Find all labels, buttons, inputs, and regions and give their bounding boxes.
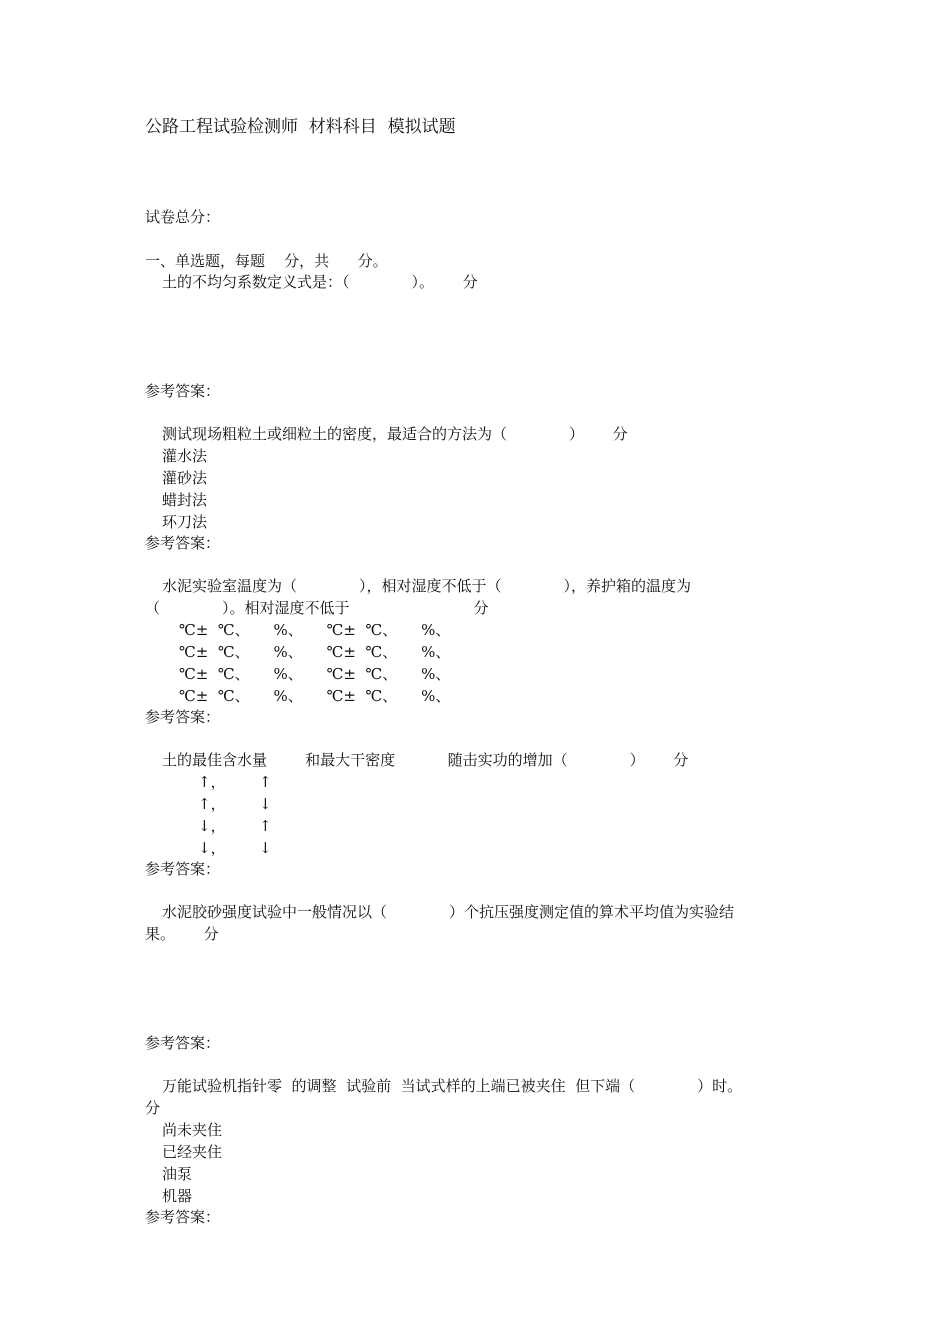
question-4-stem: 土的最佳含水量 和最大干密度 随击实功的增加（ ） 分 (162, 751, 689, 769)
question-2-option: 灌水法 (162, 447, 208, 465)
question-4-option: ↑， ↓ (198, 795, 272, 813)
total-score-label: 试卷总分： (145, 208, 221, 226)
question-2-option: 环刀法 (162, 513, 208, 531)
question-2-stem: 测试现场粗粒土或细粒土的密度，最适合的方法为（ ） 分 (162, 425, 628, 443)
question-4-option: ↑， ↑ (198, 773, 272, 791)
question-6-option: 已经夹住 (162, 1143, 223, 1161)
question-6-option: 机器 (162, 1187, 193, 1205)
question-6-stem-line-2: 分 (145, 1099, 161, 1117)
question-3-option: ℃± ℃、 %、 ℃± ℃、 %、 (179, 621, 451, 639)
question-3-stem-line-2: （ ）。相对湿度不低于 分 (145, 599, 489, 617)
question-5-answer-label: 参考答案： (145, 1034, 221, 1052)
question-6-stem-line-1: 万能试验机指针零 的调整 试验前 当试式样的上端已被夹住 但下端（ ）时。 (162, 1077, 743, 1095)
question-3-option: ℃± ℃、 %、 ℃± ℃、 %、 (179, 665, 451, 683)
question-3-option: ℃± ℃、 %、 ℃± ℃、 %、 (179, 643, 451, 661)
question-4-answer-label: 参考答案： (145, 860, 221, 878)
question-1-stem: 土的不均匀系数定义式是：（ ）。 分 (162, 273, 478, 291)
question-3-option: ℃± ℃、 %、 ℃± ℃、 %、 (179, 687, 451, 705)
page-title: 公路工程试验检测师 材料科目 模拟试题 (145, 117, 456, 137)
question-1-answer-label: 参考答案： (145, 382, 221, 400)
question-3-answer-label: 参考答案： (145, 708, 221, 726)
question-6-answer-label: 参考答案： (145, 1208, 221, 1226)
question-5-stem-line-1: 水泥胶砂强度试验中一般情况以（ ）个抗压强度测定值的算术平均值为实验结 (162, 903, 734, 921)
section-heading: 一、单选题，每题 分，共 分。 (145, 252, 388, 270)
question-2-answer-label: 参考答案： (145, 534, 221, 552)
question-4-option: ↓， ↓ (198, 839, 272, 857)
question-4-option: ↓， ↑ (198, 817, 272, 835)
question-6-option: 油泵 (162, 1165, 193, 1183)
question-2-option: 灌砂法 (162, 469, 208, 487)
question-5-stem-line-2: 果。 分 (145, 925, 219, 943)
question-2-option: 蜡封法 (162, 491, 208, 509)
question-3-stem-line-1: 水泥实验室温度为（ ），相对湿度不低于（ ），养护箱的温度为 (162, 577, 691, 595)
question-6-option: 尚未夹住 (162, 1121, 223, 1139)
